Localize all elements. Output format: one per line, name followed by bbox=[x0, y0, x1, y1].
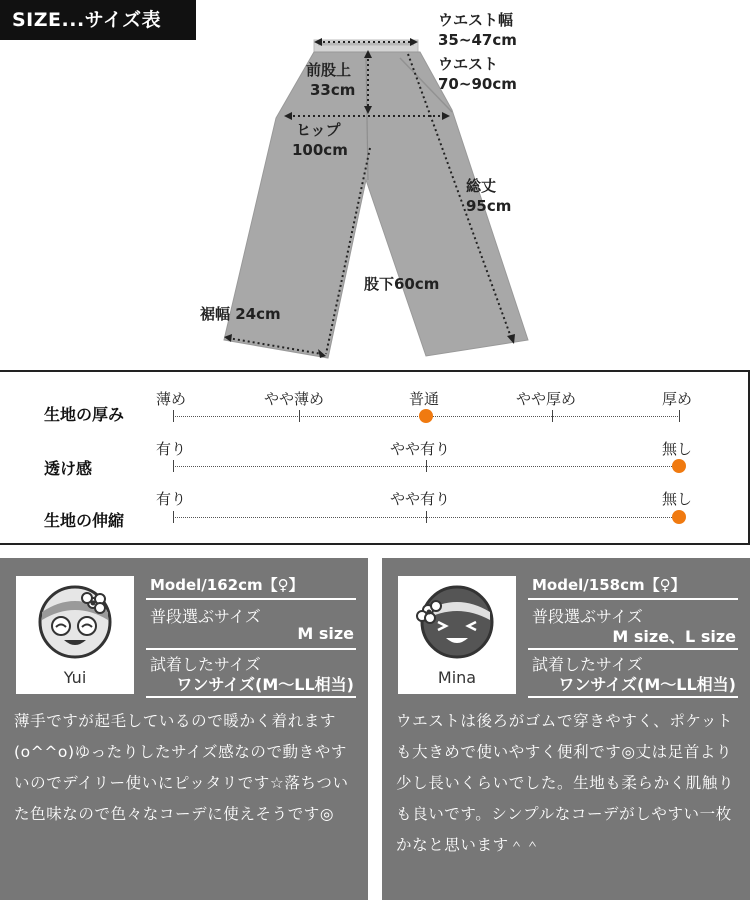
divider bbox=[528, 648, 738, 650]
model-comment: 薄手ですが起毛しているので暖かく着れます(o^^o)ゆったりしたサイズ感なので動きやすいのでデイリー使いにピッタリです☆落ちついた色味なので色々なコーデに使えそうです◎ bbox=[14, 712, 349, 823]
scale-label: 無し bbox=[662, 440, 693, 458]
divider bbox=[146, 648, 356, 650]
usual-size-value: M size bbox=[297, 624, 354, 643]
avatar bbox=[398, 576, 516, 694]
model-name: Mina bbox=[437, 668, 477, 687]
stretch-selected-dot bbox=[672, 510, 686, 524]
fabric-properties-panel bbox=[0, 370, 750, 545]
tried-size-label: 試着したサイズ bbox=[150, 655, 261, 674]
scale-tick bbox=[299, 410, 300, 422]
scale-label: やや厚め bbox=[516, 390, 577, 408]
scale-tick bbox=[426, 511, 427, 523]
waist-label: ウエスト 70~90cm bbox=[438, 55, 517, 93]
model-comment: ウエストは後ろがゴムで穿きやすく、ポケットも大きめで使いやすく便利です◎丈は足首より少し長いくらいでした。生地も柔らかく肌触りも良いです。シンプルなコーデがしやすい一枚かなと思います＾＾ bbox=[396, 712, 735, 854]
model-title: Model/162cm【♀】 bbox=[150, 576, 304, 594]
pants-illustration bbox=[0, 0, 750, 365]
scale-label: 薄め bbox=[156, 390, 187, 408]
tried-size-value: ワンサイズ(M～LL相当) bbox=[176, 675, 354, 694]
usual-size-value: M size、L size bbox=[612, 627, 736, 646]
thickness-label: 生地の厚み bbox=[44, 405, 125, 424]
length-label: 総丈 95cm bbox=[466, 177, 512, 215]
scale-tick bbox=[552, 410, 553, 422]
scale-label: やや薄め bbox=[264, 390, 325, 408]
scale-label: やや有り bbox=[390, 440, 451, 458]
model-card-mina bbox=[382, 558, 750, 900]
scale-tick bbox=[173, 511, 174, 523]
hem-label: 裾幅 24cm bbox=[200, 305, 281, 323]
stretch-label: 生地の伸縮 bbox=[44, 511, 125, 530]
front-rise-label: 前股上 33cm bbox=[306, 61, 356, 99]
scale-label: 有り bbox=[156, 440, 187, 458]
transparency-selected-dot bbox=[672, 459, 686, 473]
divider bbox=[528, 696, 738, 698]
model-name: Yui bbox=[63, 668, 87, 687]
usual-size-label: 普段選ぶサイズ bbox=[532, 607, 643, 626]
scale-tick bbox=[426, 460, 427, 472]
scale-tick bbox=[679, 410, 680, 422]
tried-size-value: ワンサイズ(M～LL相当) bbox=[558, 675, 736, 694]
transparency-label: 透け感 bbox=[44, 459, 93, 478]
scale-label: 普通 bbox=[409, 390, 440, 408]
tried-size-label: 試着したサイズ bbox=[532, 655, 643, 674]
thickness-selected-dot bbox=[419, 409, 433, 423]
model-card-yui bbox=[0, 558, 368, 900]
scale-tick bbox=[173, 410, 174, 422]
divider bbox=[146, 598, 356, 600]
model-title: Model/158cm【♀】 bbox=[532, 576, 686, 594]
divider bbox=[528, 598, 738, 600]
scale-label: やや有り bbox=[390, 490, 451, 508]
inseam-label: 股下60cm bbox=[364, 275, 440, 293]
scale-tick bbox=[173, 460, 174, 472]
scale-label: 無し bbox=[662, 490, 693, 508]
usual-size-label: 普段選ぶサイズ bbox=[150, 607, 261, 626]
scale-label: 有り bbox=[156, 490, 187, 508]
divider bbox=[146, 696, 356, 698]
size-chart-title: SIZE...サイズ表 bbox=[0, 0, 196, 40]
waist-width-label: ウエスト幅 35~47cm bbox=[438, 11, 517, 49]
scale-label: 厚め bbox=[662, 390, 693, 408]
avatar bbox=[16, 576, 134, 694]
hip-label: ヒップ 100cm bbox=[292, 121, 348, 159]
